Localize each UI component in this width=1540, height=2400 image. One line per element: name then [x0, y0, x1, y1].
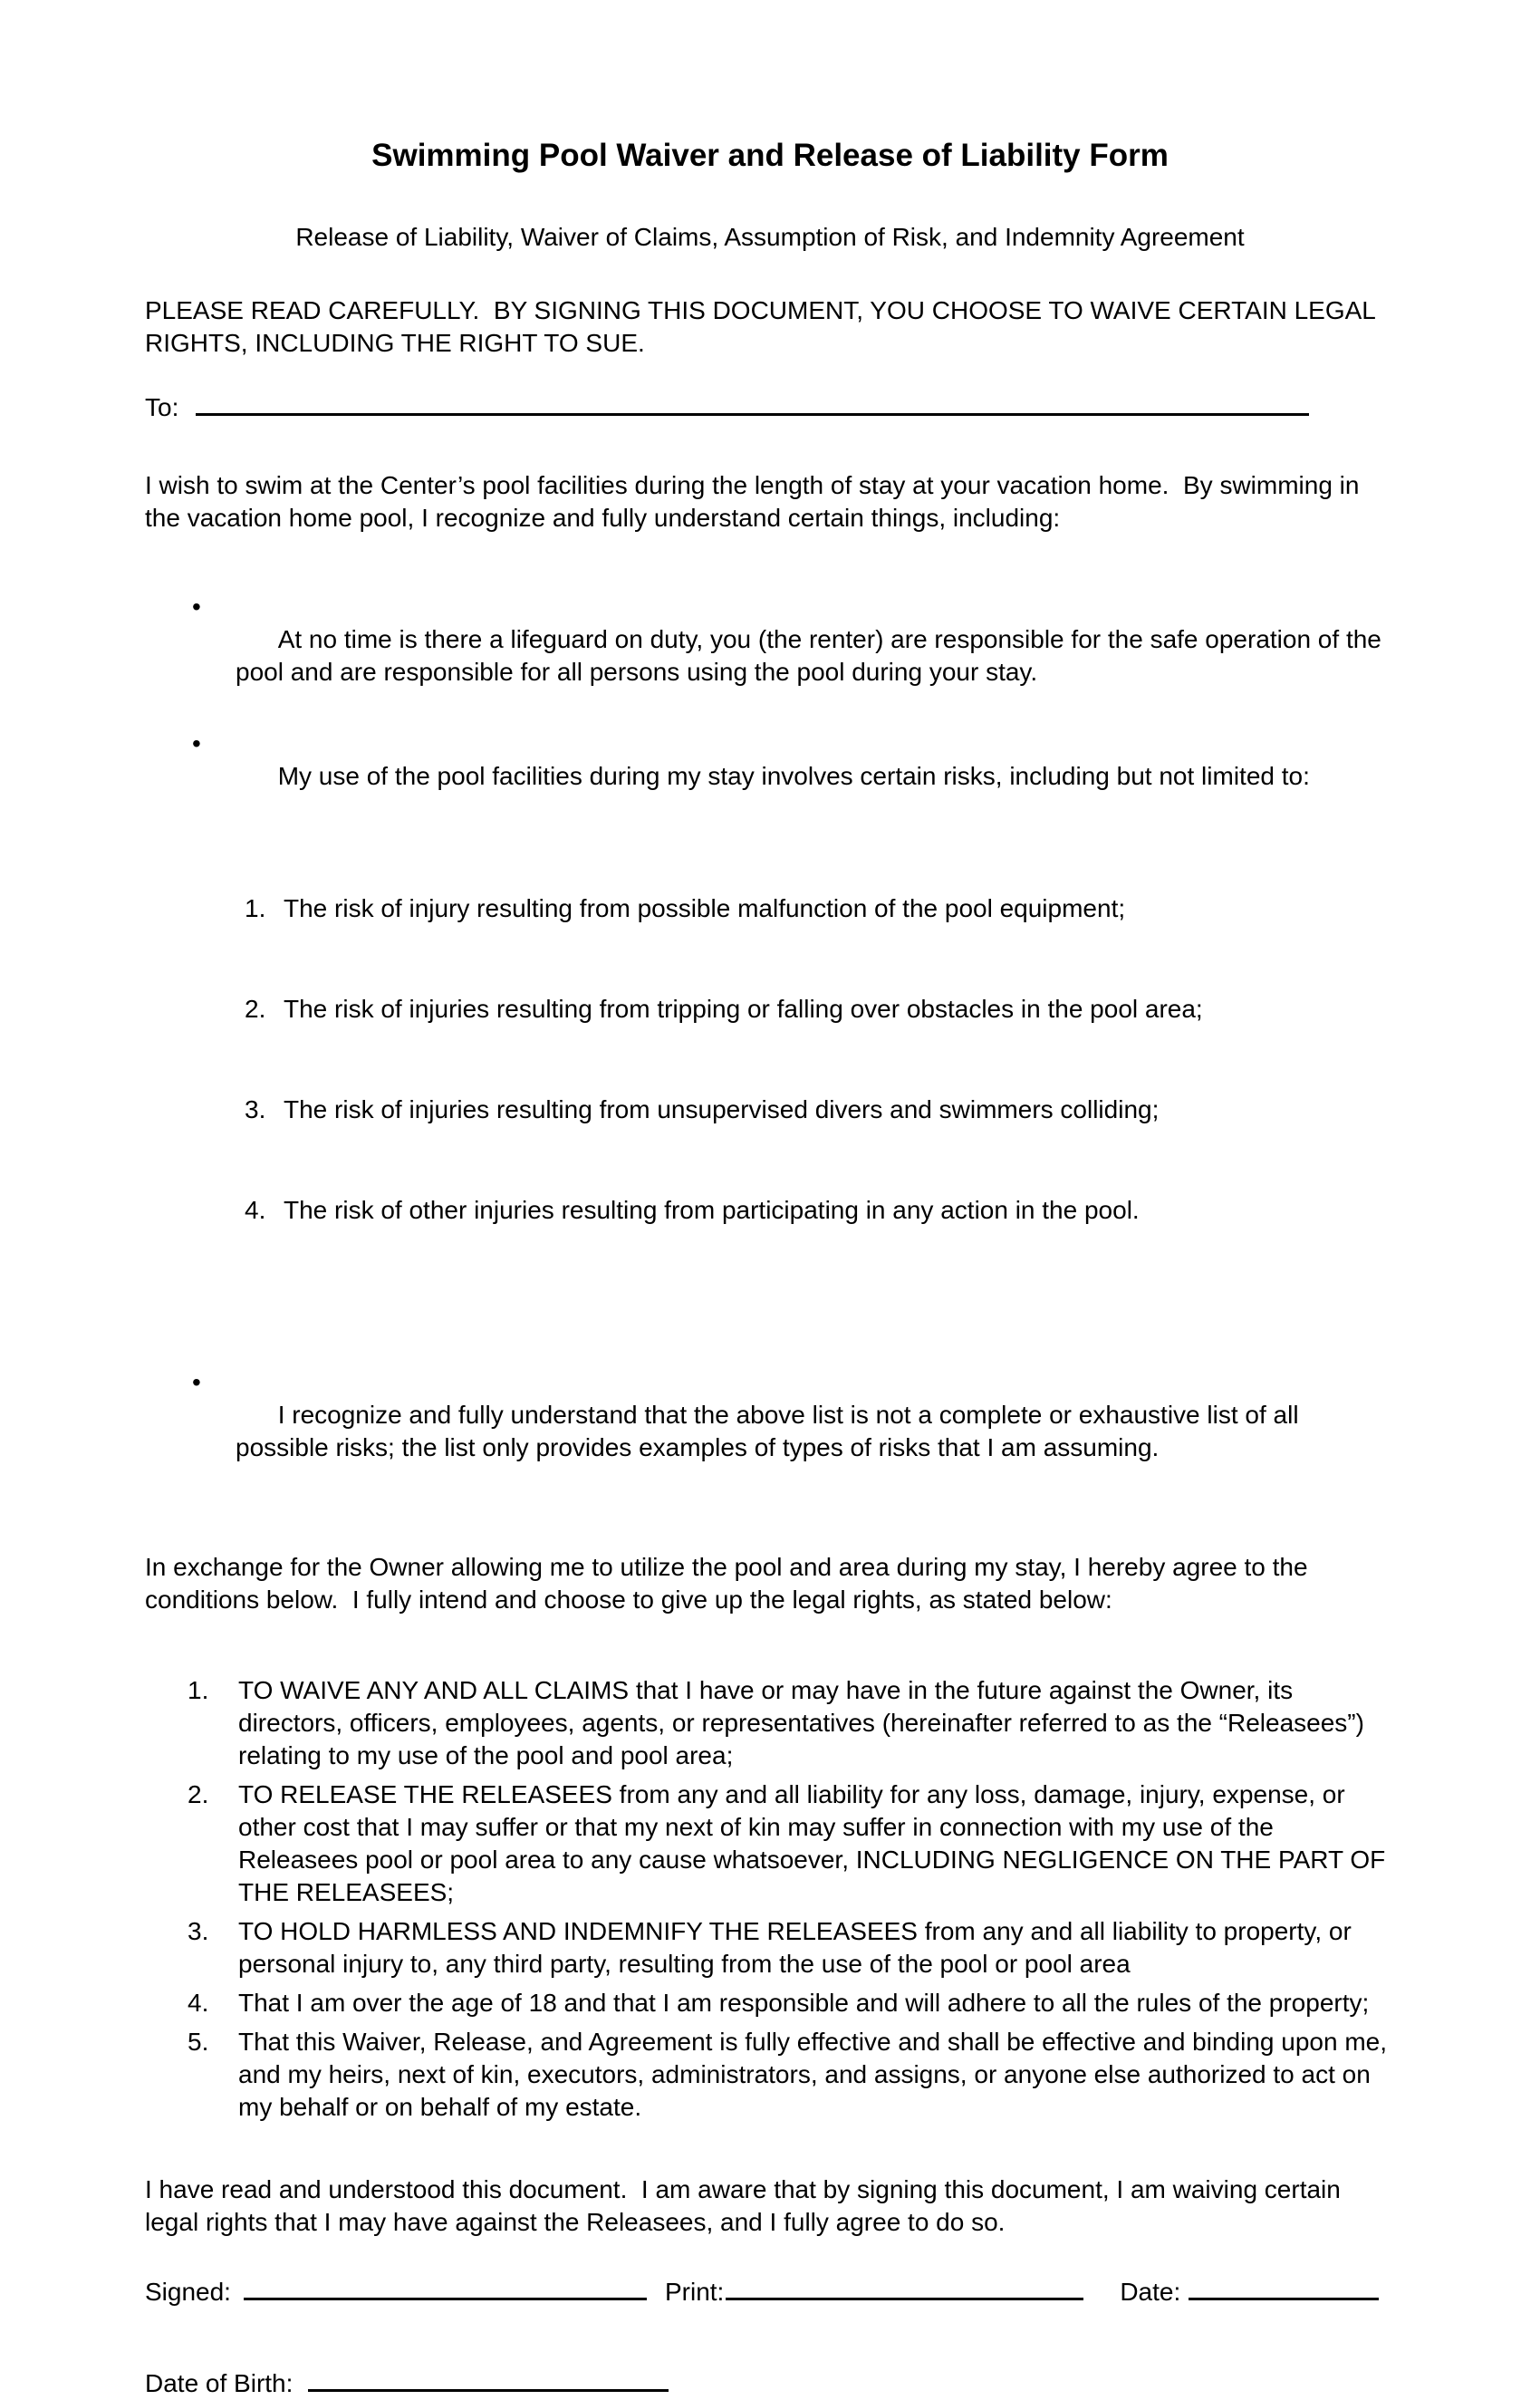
list-item: The risk of injuries resulting from tripping or falling over obstacles in the pool area;	[284, 995, 1203, 1023]
to-label: To:	[145, 393, 179, 421]
intro-paragraph: I wish to swim at the Center’s pool facilities during the length of stay at your vacation home. By swimming in the vacation home pool, I recognize and fully understand certain things, including:	[145, 471, 1367, 532]
bullet-text: At no time is there a lifeguard on duty, you (the renter) are responsible for the safe operation of the pool and are responsible for all persons using the pool during your stay.	[236, 625, 1389, 686]
risk-numbered-sublist	[236, 827, 1395, 1295]
list-item: That I am over the age of 18 and that I am responsible and will adhere to all the rules of the property;	[238, 1989, 1370, 2017]
to-field-row	[145, 389, 1395, 424]
signed-label: Signed:	[145, 2278, 231, 2306]
risk-bullet-list	[145, 591, 1395, 1497]
conditions-numbered-list	[145, 1674, 1395, 2124]
list-item: That this Waiver, Release, and Agreement is fully effective and shall be effective and binding upon me, and my heirs, next of kin, executors, administrators, and assigns, or anyone else authorized to act on my behalf or on behalf of my estate.	[238, 2028, 1394, 2121]
date-fill-line[interactable]	[1189, 2273, 1379, 2300]
print-field-group	[665, 2273, 1083, 2308]
date-of-birth-label: Date of Birth:	[145, 2369, 294, 2397]
list-item: The risk of injuries resulting from unsupervised divers and swimmers colliding;	[284, 1095, 1160, 1123]
date-of-birth-row	[145, 2365, 1395, 2400]
read-carefully-notice: PLEASE READ CAREFULLY. BY SIGNING THIS DOCUMENT, YOU CHOOSE TO WAIVE CERTAIN LEGAL RIGHTS, INCLUDING THE RIGHT TO SUE.	[145, 296, 1382, 357]
list-item: TO WAIVE ANY AND ALL CLAIMS that I have or may have in the future against the Owner, its directors, officers, employees, agents, or representatives (hereinafter referred to as the “Releasees”) relating to my use of the pool and pool area;	[238, 1676, 1372, 1769]
bullet-text: My use of the pool facilities during my stay involves certain risks, including but not limited to:	[277, 762, 1310, 790]
page-title: Swimming Pool Waiver and Release of Liability Form	[371, 138, 1169, 173]
list-item	[236, 591, 1395, 721]
closing-paragraph: I have read and understood this document. I am aware that by signing this document, I am waiving certain legal rights that I may have against the Releasees, and I fully agree to do so.	[145, 2175, 1348, 2236]
list-item: The risk of injury resulting from possible malfunction of the pool equipment;	[284, 894, 1126, 922]
date-field-group	[1120, 2273, 1379, 2308]
to-fill-line[interactable]	[196, 389, 1309, 416]
signed-fill-line[interactable]	[244, 2273, 647, 2300]
print-fill-line[interactable]	[726, 2273, 1083, 2300]
date-label: Date:	[1120, 2278, 1181, 2306]
bullet-text: I recognize and fully understand that the above list is not a complete or exhaustive list of all possible risks; the list only provides examples of types of risks that I am assuming.	[236, 1401, 1306, 1461]
list-item: TO HOLD HARMLESS AND INDEMNIFY THE RELEASEES from any and all liability to property, or personal injury to, any third party, resulting from the use of the pool or pool area	[238, 1917, 1359, 1978]
signed-field-group	[145, 2273, 647, 2308]
list-item: The risk of other injuries resulting from participating in any action in the pool.	[284, 1196, 1140, 1224]
signature-row	[145, 2273, 1395, 2308]
document-subtitle: Release of Liability, Waiver of Claims, Assumption of Risk, and Indemnity Agreement	[295, 223, 1245, 251]
list-item	[236, 728, 1395, 1360]
print-label: Print:	[664, 2278, 725, 2306]
list-item	[236, 1366, 1395, 1497]
exchange-paragraph: In exchange for the Owner allowing me to utilize the pool and area during my stay, I hereby agree to the conditions below. I fully intend and choose to give up the legal rights, as stated below:	[145, 1553, 1315, 1614]
date-of-birth-fill-line[interactable]	[308, 2365, 669, 2392]
list-item: TO RELEASE THE RELEASEES from any and all liability for any loss, damage, injury, expense, or other cost that I may suffer or that my next of kin may suffer in connection with my use of the Releasees pool or pool area to any cause whatsoever, INCLUDING NEGLIGENCE ON THE PART OF THE RELEASEES;	[238, 1780, 1392, 1906]
